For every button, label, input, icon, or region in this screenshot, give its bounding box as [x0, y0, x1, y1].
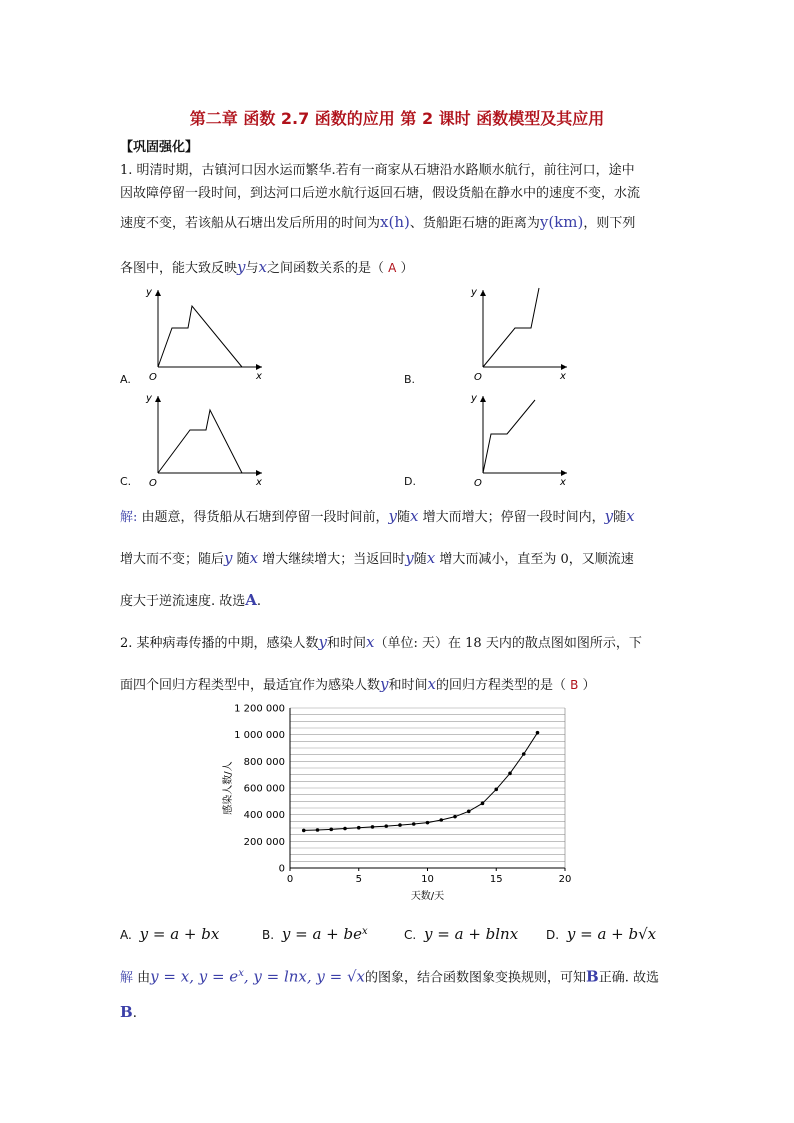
x-axis-label: x	[256, 477, 262, 488]
data-point	[357, 826, 361, 830]
y-axis-arrow	[480, 396, 486, 402]
function-curve	[483, 288, 539, 367]
y-tick-label: 1 200 000	[234, 703, 285, 715]
y-axis-label: y	[471, 393, 477, 404]
choice-d	[546, 925, 656, 943]
x-axis-arrow	[561, 364, 567, 370]
scatter-chart	[215, 700, 585, 905]
q2-line-2	[120, 676, 596, 694]
q1-solution-text: 增大而不变；随后	[120, 552, 225, 567]
q2-line-2-text-b: 和时间	[388, 678, 428, 693]
q2-solution-line-2	[120, 1004, 137, 1022]
y-axis-arrow	[480, 290, 486, 296]
var-y: y	[405, 549, 414, 567]
y-axis-title: 感染人数/人	[223, 761, 234, 815]
q1-solution-text: 随	[232, 552, 250, 567]
q1-line-4-text-b: 与	[245, 261, 259, 276]
choice-b-label: B.	[262, 928, 275, 942]
function-curve	[158, 306, 242, 367]
q1-solution-line-1	[120, 508, 635, 526]
x-axis-label: x	[560, 371, 566, 382]
var-x: x	[426, 549, 436, 567]
choice-b-exponent: x	[361, 926, 368, 937]
q1-line-3-text-c: ，则下列	[583, 216, 636, 231]
y-tick-label: 800 000	[243, 756, 285, 768]
data-point	[329, 828, 333, 832]
choice-d-formula: y = a + b√x	[566, 925, 657, 943]
var-y: y	[604, 507, 614, 525]
q2-solution-exponent: x	[238, 968, 244, 979]
var-x: x	[410, 507, 419, 525]
var-y: y	[224, 549, 233, 567]
q2-solution-answer: B	[120, 1003, 133, 1021]
q2-solution-text: 由	[133, 970, 151, 986]
q2-line-2-text-a: 面四个回归方程类型中，最适宜作为感染人数	[120, 678, 381, 693]
x-axis-label: x	[256, 371, 262, 382]
x-axis-arrow	[256, 470, 262, 476]
x-axis-label: x	[560, 477, 566, 488]
choice-b	[262, 925, 368, 943]
q1-y-km: y(km)	[539, 213, 584, 231]
q2-line-1-text-b: 和时间	[327, 636, 367, 651]
x-tick-label: 10	[421, 874, 434, 885]
choice-a-label: A.	[120, 928, 132, 942]
function-curve	[158, 410, 242, 473]
data-point	[508, 772, 512, 776]
q1-line-4-text-a: 各图中，能大致反映	[120, 261, 238, 276]
q1-solution-line-3	[120, 592, 261, 610]
q1-line-3-text-a: 速度不变，若该船从石塘出发后所用的时间为	[120, 216, 381, 231]
x-tick-label: 15	[489, 874, 503, 885]
q1-solution-text: 由题意，得货船从石塘到停留一段时间前，	[137, 510, 389, 525]
q2-line-1-text-c: （单位: 天）在 18 天内的散点图如图所示，下	[374, 636, 642, 651]
q1-line-1: 1. 明清时期，古镇河口因水运而繁华.若有一商家从石塘沿水路顺水航行，前往河口，途中	[120, 163, 635, 178]
y-axis-label: y	[146, 393, 152, 404]
q1-answer: A	[388, 261, 397, 275]
q2-solution-functions: y = x, y = e	[150, 967, 239, 986]
q1-solution-text: 增大而增大；停留一段时间内，	[418, 510, 605, 525]
choice-c-formula: y = a + blnx	[424, 925, 519, 943]
data-point	[343, 827, 347, 831]
data-point	[522, 752, 526, 756]
q1-solution-line-2	[120, 550, 634, 568]
q1-line-3-text-b: 、货船距石塘的距离为	[409, 216, 540, 231]
y-axis-label: y	[471, 287, 477, 298]
y-tick-label: 600 000	[243, 783, 285, 795]
q2-line-2-text-c: 的回归方程类型的是（	[435, 678, 566, 693]
data-point	[439, 818, 443, 822]
data-point	[302, 829, 306, 833]
data-point	[316, 828, 320, 832]
q1-line-3	[120, 214, 635, 232]
q2-var-x: x	[427, 675, 436, 693]
option-d-graph	[465, 388, 595, 488]
data-point	[398, 823, 402, 827]
q2-solution-functions-2: , y = lnx, y = √x	[243, 967, 365, 986]
choice-d-label: D.	[546, 928, 560, 942]
data-point	[453, 815, 457, 819]
q2-var-y: y	[380, 675, 389, 693]
x-axis-arrow	[256, 364, 262, 370]
q2-solution-text: 正确. 故选	[598, 970, 659, 986]
data-point	[412, 822, 416, 826]
q2-line-1	[120, 634, 642, 652]
q1-line-4-text-c: 之间函数关系的是（	[266, 261, 384, 276]
q2-answer: B	[570, 678, 579, 692]
q1-solution-answer: A	[245, 591, 257, 609]
origin-label: O	[149, 478, 157, 488]
page-title: 第二章 函数 2.7 函数的应用 第 2 课时 函数模型及其应用	[189, 109, 605, 128]
choice-a	[120, 925, 219, 943]
function-curve	[483, 400, 535, 473]
q1-solution-text: 增大而减小，直至为 0，又顺流速	[435, 552, 634, 567]
option-c-label: C.	[120, 475, 132, 488]
q2-solution-answer: B	[586, 967, 599, 986]
data-point	[536, 731, 540, 735]
y-axis-label: y	[146, 287, 152, 298]
solution-label: 解	[120, 970, 134, 986]
q1-var-y: y	[237, 258, 246, 276]
q2-line-2-text-d: ）	[582, 678, 596, 693]
q2-var-x: x	[366, 633, 375, 651]
x-axis-title: 天数/天	[410, 891, 445, 902]
q1-var-x: x	[258, 258, 267, 276]
y-axis-arrow	[155, 396, 161, 402]
x-tick-label: 20	[558, 874, 572, 885]
q1-solution-text: 随	[413, 552, 427, 567]
choice-c	[404, 925, 518, 943]
option-c-graph	[140, 388, 270, 488]
origin-label: O	[149, 372, 157, 382]
q2-solution-text: .	[132, 1006, 137, 1021]
q2-solution-line-1	[120, 966, 659, 986]
x-axis-arrow	[561, 470, 567, 476]
q1-line-4	[120, 259, 414, 277]
option-b-graph	[465, 282, 595, 382]
choice-b-formula: y = a + be	[281, 925, 362, 943]
choice-c-label: C.	[404, 928, 417, 942]
q1-solution-text: 随	[613, 510, 627, 525]
q1-line-4-text-d: ）	[400, 261, 414, 276]
y-tick-label: 1 000 000	[234, 730, 285, 742]
q2-line-1-text-a: 2. 某种病毒传播的中期，感染人数	[120, 636, 319, 651]
data-point	[384, 824, 388, 828]
option-a-label: A.	[120, 373, 131, 386]
var-x: x	[249, 549, 259, 567]
q1-line-2: 因故障停留一段时间，到达河口后逆水航行返回石塘，假设货船在静水中的速度不变，水流	[120, 186, 641, 201]
var-x: x	[626, 507, 635, 525]
choice-a-formula: y = a + bx	[139, 925, 220, 943]
q1-solution-text: 度大于逆流速度. 故选	[120, 594, 246, 609]
data-point	[426, 821, 430, 825]
origin-label: O	[474, 372, 482, 382]
y-tick-label: 200 000	[243, 836, 285, 848]
option-d-label: D.	[404, 475, 416, 488]
data-point	[494, 788, 498, 792]
y-axis-arrow	[155, 290, 161, 296]
x-tick-label: 0	[286, 874, 294, 885]
solution-label: 解:	[120, 510, 138, 525]
q1-solution-text: 随	[397, 510, 411, 525]
origin-label: O	[474, 478, 482, 488]
q2-var-y: y	[318, 633, 328, 651]
q1-solution-text: .	[256, 594, 262, 609]
y-tick-label: 0	[278, 863, 285, 875]
data-point	[467, 810, 471, 814]
var-y: y	[388, 507, 398, 525]
q2-solution-text: 的图象，结合函数图象变换规则，可知	[365, 970, 587, 986]
q1-x-hours: x(h)	[380, 213, 410, 231]
x-tick-label: 5	[355, 874, 362, 885]
data-point	[481, 802, 485, 806]
option-b-label: B.	[404, 373, 416, 386]
y-tick-label: 400 000	[243, 810, 285, 822]
data-point	[371, 825, 375, 829]
option-a-graph	[140, 282, 270, 382]
section-heading: 【巩固强化】	[120, 140, 199, 155]
q1-solution-text: 增大继续增大；当返回时	[258, 552, 406, 567]
